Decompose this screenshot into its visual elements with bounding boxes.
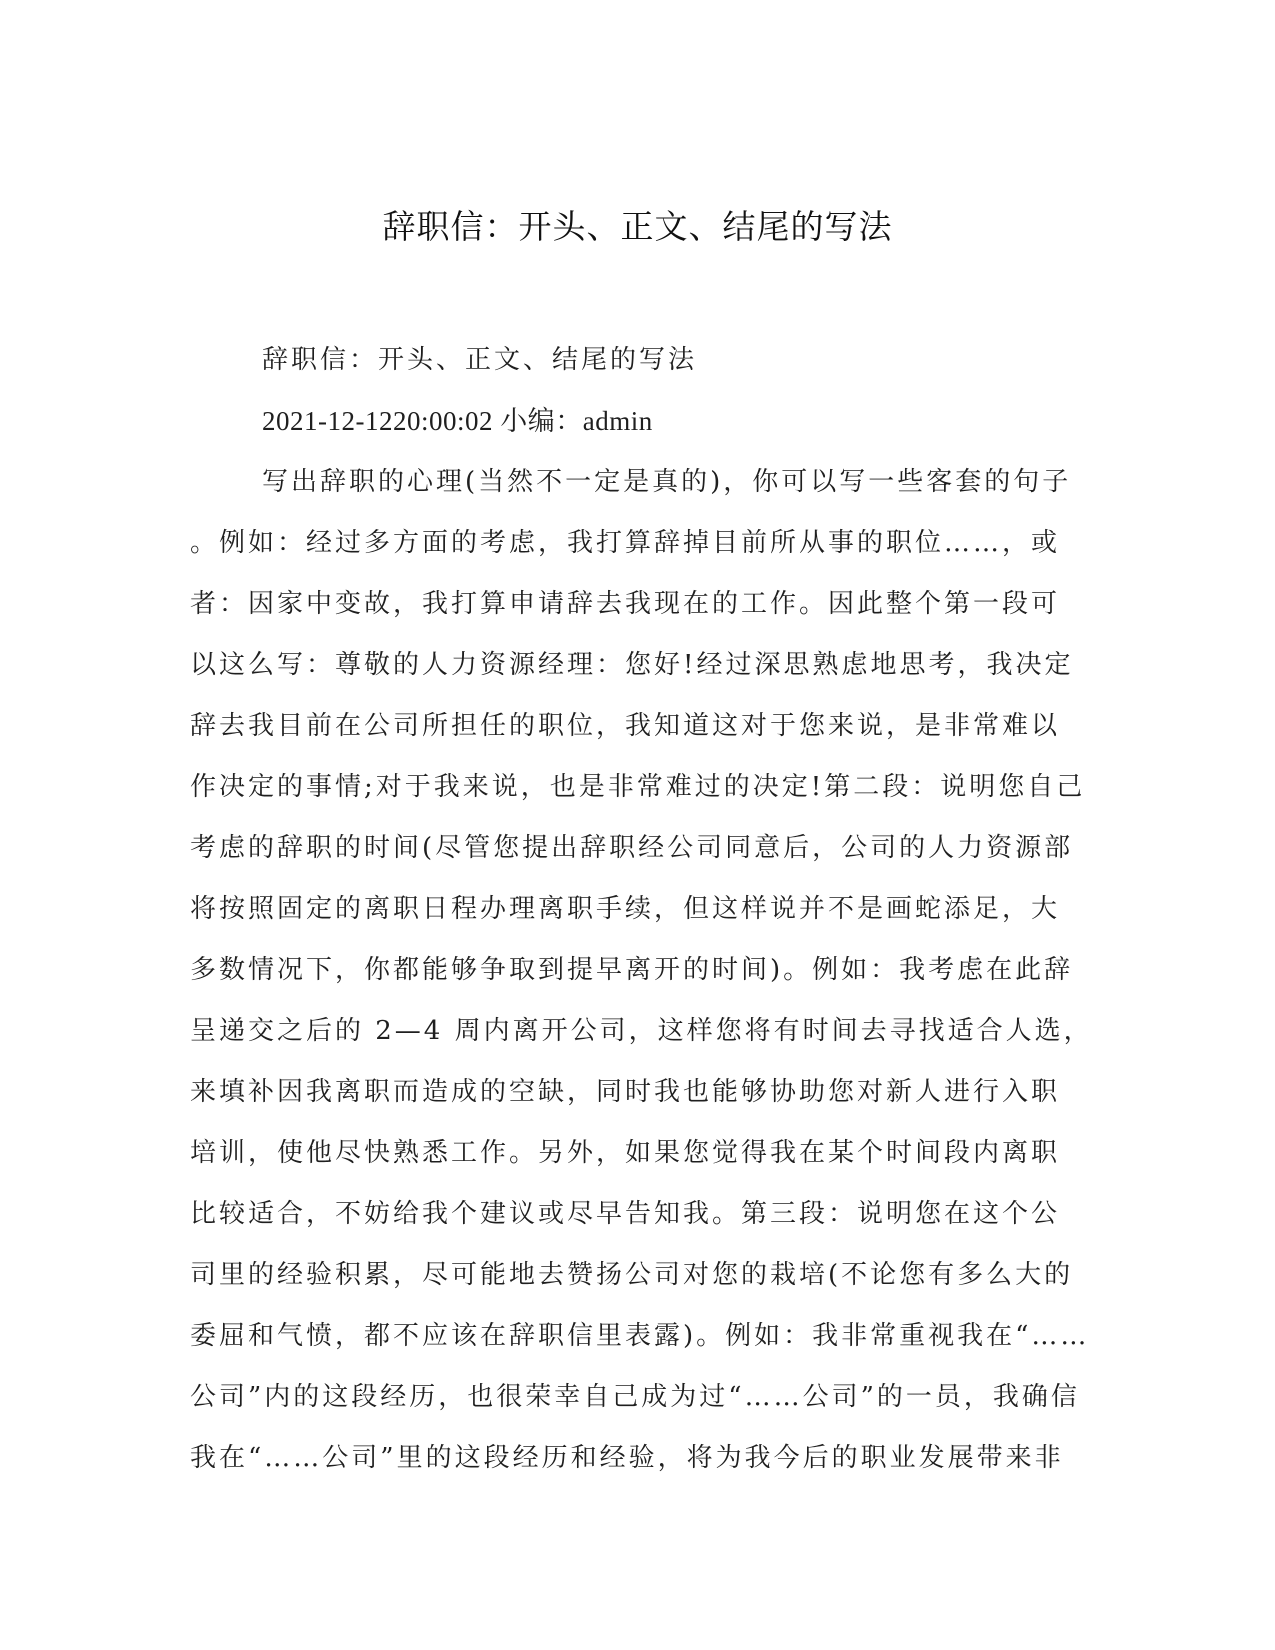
body-line: 司里的经验积累，尽可能地去赞扬公司对您的栽培(不论您有多么大的	[190, 1260, 1074, 1290]
document-body	[190, 330, 1093, 1489]
body-line: 委屈和气愤，都不应该在辞职信里表露)。例如：我非常重视我在“……	[190, 1321, 1090, 1351]
body-line: 培训，使他尽快熟悉工作。另外，如果您觉得我在某个时间段内离职	[190, 1138, 1061, 1168]
body-line: 作决定的事情;对于我来说，也是非常难过的决定!第二段：说明您自己	[190, 772, 1086, 802]
publish-meta: 2021-12-1220:00:02 小编：admin	[262, 406, 653, 436]
body-line: 公司”内的这段经历，也很荣幸自己成为过“……公司”的一员，我确信	[190, 1382, 1080, 1412]
body-line: 者：因家中变故，我打算申请辞去我现在的工作。因此整个第一段可	[190, 589, 1061, 619]
body-line: 考虑的辞职的时间(尽管您提出辞职经公司同意后，公司的人力资源部	[190, 833, 1074, 863]
body-line: 呈递交之后的 2—4 周内离开公司，这样您将有时间去寻找适合人选，	[190, 1016, 1093, 1046]
body-line: 。例如：经过多方面的考虑，我打算辞掉目前所从事的职位……，或	[190, 528, 1061, 558]
body-line: 将按照固定的离职日程办理离职手续，但这样说并不是画蛇添足，大	[190, 894, 1061, 924]
body-line: 来填补因我离职而造成的空缺，同时我也能够协助您对新人进行入职	[190, 1077, 1061, 1107]
document-title: 辞职信：开头、正文、结尾的写法	[382, 207, 893, 246]
body-line: 比较适合，不妨给我个建议或尽早告知我。第三段：说明您在这个公	[190, 1199, 1061, 1229]
body-line: 多数情况下，你都能够争取到提早离开的时间)。例如：我考虑在此辞	[190, 955, 1074, 985]
body-line: 以这么写：尊敬的人力资源经理：您好!经过深思熟虑地思考，我决定	[190, 650, 1074, 680]
body-line: 辞去我目前在公司所担任的职位，我知道这对于您来说，是非常难以	[190, 711, 1061, 741]
body-line: 我在“……公司”里的这段经历和经验，将为我今后的职业发展带来非	[190, 1443, 1064, 1473]
body-line: 写出辞职的心理(当然不一定是真的)，你可以写一些客套的句子	[262, 467, 1072, 497]
subtitle: 辞职信：开头、正文、结尾的写法	[262, 345, 698, 375]
